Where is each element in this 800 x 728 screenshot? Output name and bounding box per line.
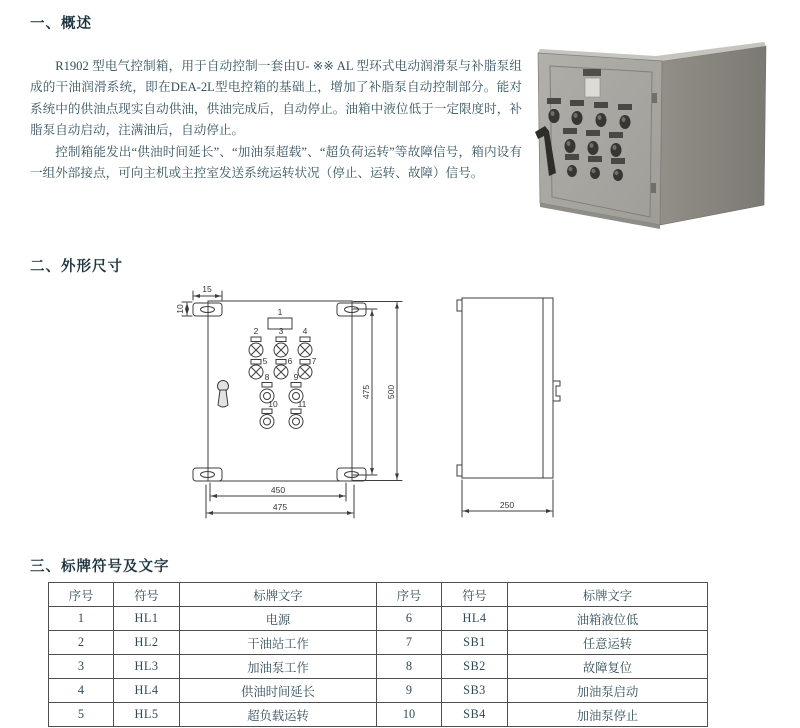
cell-text: 干油站工作 (180, 631, 377, 655)
hinge-bottom (651, 183, 656, 193)
table-header-row (49, 583, 708, 607)
dim-10: 10 (175, 304, 185, 314)
hinge-top (652, 93, 657, 103)
nameplate-table (48, 582, 708, 727)
table-row (49, 631, 708, 655)
dim-450-width: 450 (270, 485, 286, 495)
table-row (49, 607, 708, 631)
col-header: 符号 (442, 583, 508, 607)
cell-no: 9 (377, 679, 442, 703)
cell-text: 加油泵启动 (508, 679, 708, 703)
cell-no: 10 (377, 703, 442, 727)
indicator-lamps (249, 343, 312, 379)
cell-no: 3 (49, 655, 114, 679)
door-lock (218, 381, 229, 408)
cell-text: 加油泵停止 (508, 703, 708, 727)
overview-paragraph-1: R1902 型电气控制箱，用于自动控制一套由U- ※※ AL 型环式电动润滑泵与补脂泵组成的干油润滑系统，即在DEA-2L型电控箱的基础上，增加了补脂泵自动控制部分。能对系统中的供油点现实自动供油，供油完成后，自动停止。油箱中液位低于一定限度时，补脂泵自动启动，注满油后，自动停止。 (30, 59, 522, 138)
cell-text: 故障复位 (508, 655, 708, 679)
callout-2: 2 (253, 326, 259, 336)
cell-text: 电源 (180, 607, 377, 631)
table-row (49, 655, 708, 679)
callout-1: 1 (277, 307, 283, 317)
cell-no: 8 (377, 655, 442, 679)
table-row (49, 703, 708, 727)
cell-no: 7 (377, 631, 442, 655)
cell-text: 加油泵工作 (180, 655, 377, 679)
cell-symbol: HL1 (114, 607, 180, 631)
cell-no: 1 (49, 607, 114, 631)
side-handle (553, 381, 560, 401)
dim-500-height: 500 (386, 384, 396, 400)
cell-symbol: SB2 (442, 655, 508, 679)
cell-no: 2 (49, 631, 114, 655)
callout-5: 5 (262, 356, 268, 366)
side-view (457, 298, 560, 517)
outline-dimensions-drawing (170, 280, 610, 568)
cell-text: 供油时间延长 (180, 679, 377, 703)
cell-symbol: HL4 (442, 607, 508, 631)
callout-3: 3 (278, 326, 284, 336)
cell-symbol: HL2 (114, 631, 180, 655)
overview-paragraph-2: 控制箱能发出“供油时间延长”、“加油泵超载”、“超负荷运转”等故障信号，箱内设有一组外部接点，可向主机或主控室发送系统运转状况（停止、运转、故障）信号。 (30, 144, 522, 181)
cell-symbol: HL5 (114, 703, 180, 727)
cell-no: 6 (377, 607, 442, 631)
overview-text (30, 56, 522, 184)
cabinet-side-face (660, 46, 766, 225)
cell-symbol: SB4 (442, 703, 508, 727)
callout-10: 10 (268, 399, 278, 409)
col-header: 序号 (377, 583, 442, 607)
cell-symbol: SB1 (442, 631, 508, 655)
cell-symbol: HL3 (114, 655, 180, 679)
callout-4: 4 (302, 326, 308, 336)
callout-numbers (254, 307, 317, 409)
photo-nameplate-dark (583, 69, 601, 76)
photo-nameplate-white (585, 78, 600, 97)
callout-6: 6 (287, 356, 293, 366)
cell-text: 超负载运转 (180, 703, 377, 727)
dim-475-height: 475 (361, 384, 371, 400)
col-header: 标牌文字 (180, 583, 377, 607)
col-header: 标牌文字 (508, 583, 708, 607)
dim-475-width: 475 (272, 502, 288, 512)
col-header: 序号 (49, 583, 114, 607)
cell-no: 4 (49, 679, 114, 703)
cell-no: 5 (49, 703, 114, 727)
cell-text: 油箱液位低 (508, 607, 708, 631)
callout-9: 9 (293, 372, 299, 382)
section-1-heading: 一、概述 (30, 16, 92, 32)
col-header: 符号 (114, 583, 180, 607)
cell-symbol: SB3 (442, 679, 508, 703)
cabinet-door (550, 66, 652, 217)
callout-11: 11 (297, 399, 307, 409)
section-2-heading: 二、外形尺寸 (30, 259, 123, 275)
callout-7: 7 (311, 356, 317, 366)
cell-symbol: HL4 (114, 679, 180, 703)
dim-15: 15 (202, 284, 212, 294)
section-3-heading: 三、标牌符号及文字 (30, 559, 170, 575)
dim-250-depth: 250 (499, 500, 515, 510)
front-view (182, 291, 402, 518)
table-row (49, 679, 708, 703)
control-box-photo (528, 36, 774, 234)
callout-8: 8 (264, 372, 270, 382)
cell-text: 任意运转 (508, 631, 708, 655)
